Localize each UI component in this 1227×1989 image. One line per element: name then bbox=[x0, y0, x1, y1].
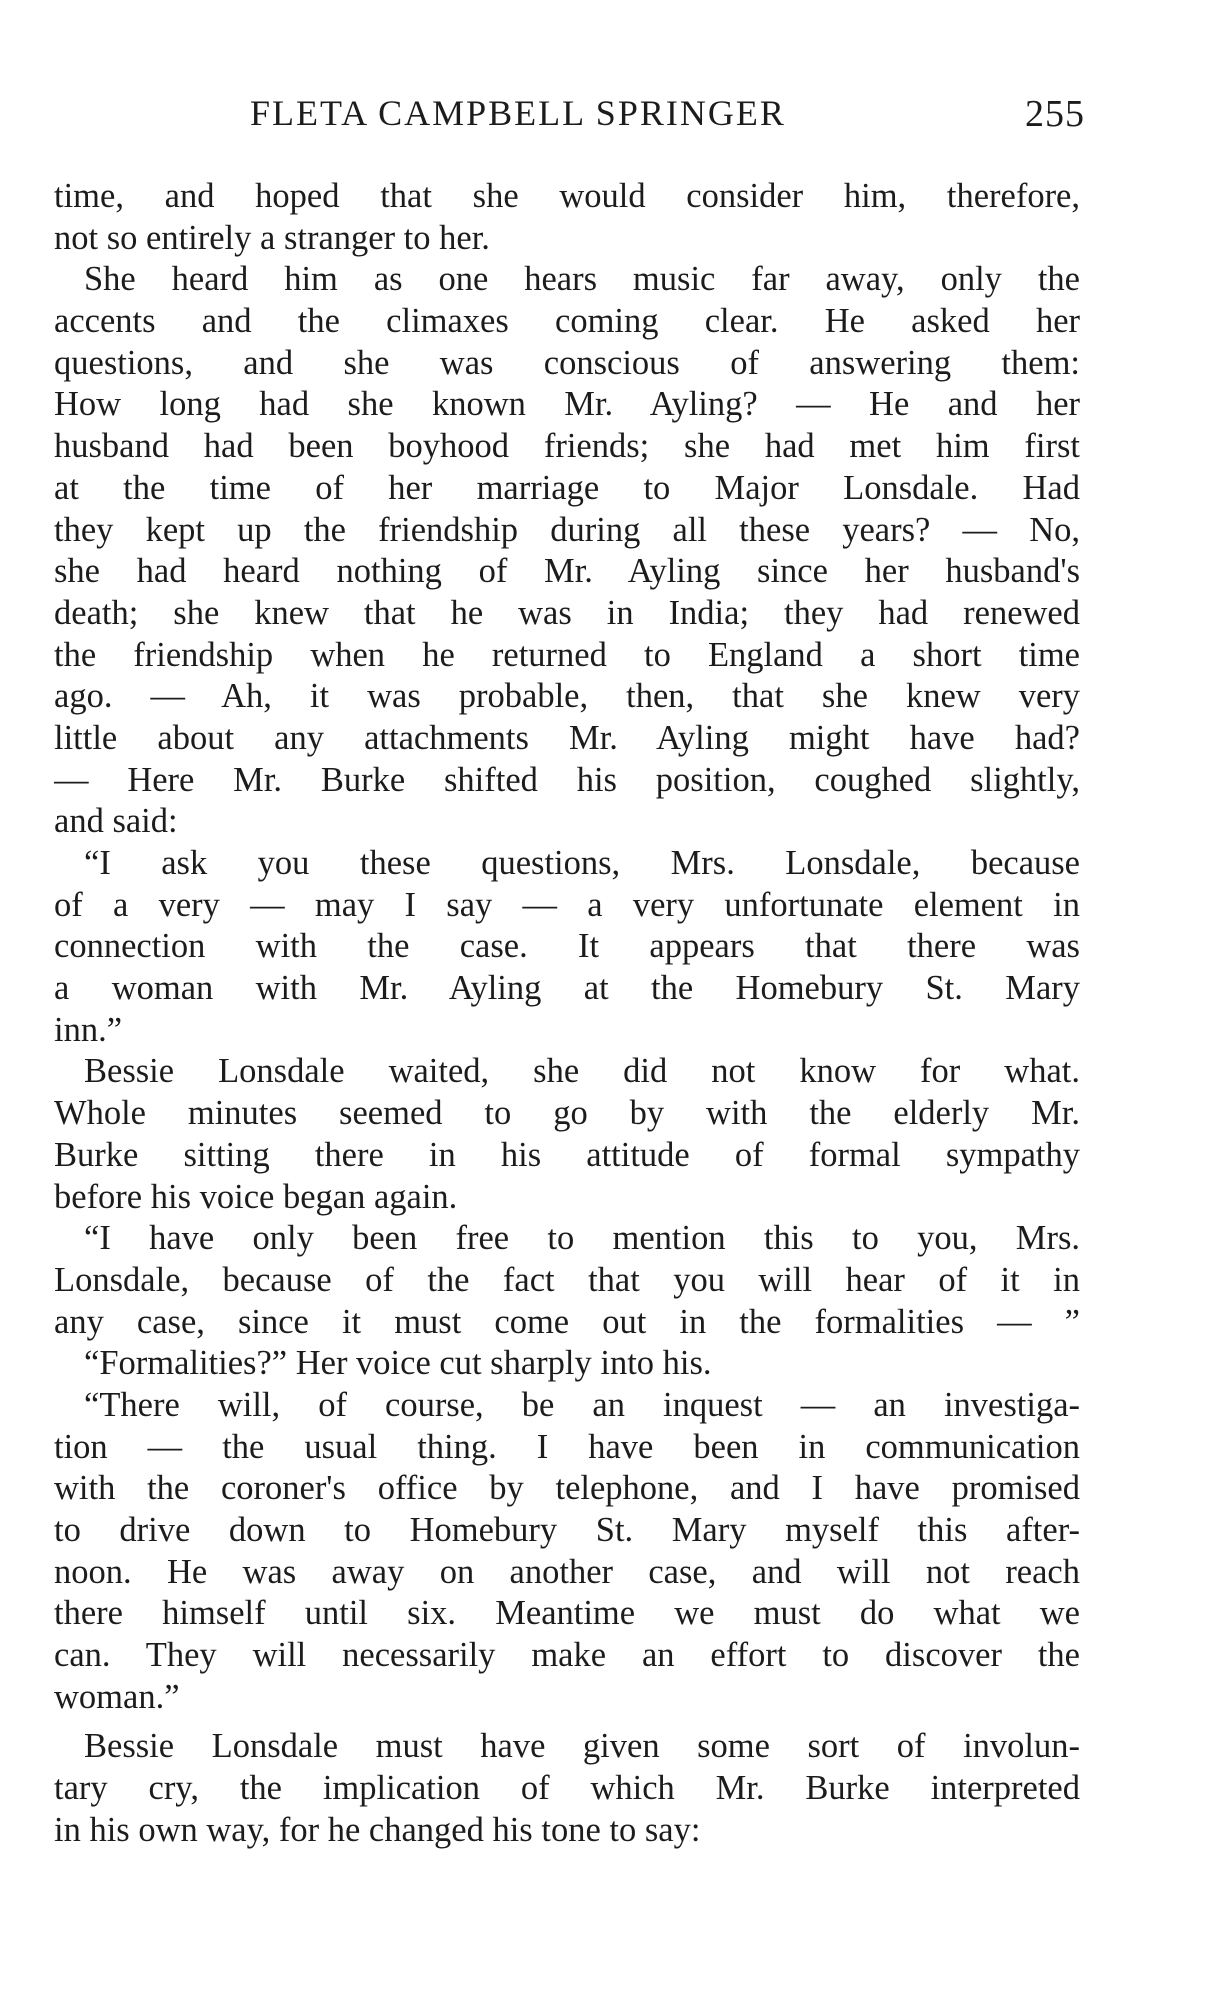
text-line: tary cry, the implication of which Mr. Burke interpreted bbox=[54, 1769, 1080, 1808]
text-line: “There will, of course, be an inquest — an investiga- bbox=[84, 1385, 1080, 1424]
text-line: little about any attachments Mr. Ayling might have had? bbox=[54, 718, 1080, 757]
text-line: to drive down to Homebury St. Mary myself this after- bbox=[54, 1511, 1080, 1549]
body-text bbox=[54, 176, 1080, 1852]
text-line: accents and the climaxes coming clear. He asked her bbox=[54, 302, 1080, 341]
text-line: How long had she known Mr. Ayling? — He and her bbox=[54, 385, 1080, 424]
text-line: not so entirely a stranger to her. bbox=[54, 218, 490, 257]
text-line: time, and hoped that she would consider him, therefore, bbox=[54, 177, 1080, 215]
text-line: can. They will necessarily make an effort to discover the bbox=[54, 1636, 1080, 1675]
text-line: and said: bbox=[54, 802, 178, 841]
text-line: there himself until six. Meantime we must do what we bbox=[54, 1594, 1080, 1633]
text-line: Bessie Lonsdale must have given some sort of involun- bbox=[84, 1727, 1080, 1766]
text-line: Burke sitting there in his attitude of formal sympathy bbox=[54, 1135, 1080, 1174]
text-line: she had heard nothing of Mr. Ayling since her husband's bbox=[54, 552, 1080, 591]
text-line: ago. — Ah, it was probable, then, that she knew very bbox=[54, 677, 1080, 716]
text-line: Lonsdale, because of the fact that you will hear of it in bbox=[54, 1260, 1080, 1299]
text-line: woman.” bbox=[54, 1677, 180, 1716]
paragraph-gap bbox=[54, 1718, 1080, 1726]
text-line: Whole minutes seemed to go by with the elderly Mr. bbox=[54, 1094, 1080, 1133]
text-line: the friendship when he returned to England a short time bbox=[54, 635, 1080, 674]
text-line: “I ask you these questions, Mrs. Lonsdale, because bbox=[84, 844, 1080, 882]
text-line: “I have only been free to mention this to you, Mrs. bbox=[84, 1219, 1080, 1258]
text-line: in his own way, for he changed his tone to say: bbox=[54, 1810, 701, 1849]
text-line: noon. He was away on another case, and will not reach bbox=[54, 1552, 1080, 1591]
text-line: Bessie Lonsdale waited, she did not know for what. bbox=[84, 1052, 1080, 1091]
text-line: a woman with Mr. Ayling at the Homebury St. Mary bbox=[54, 969, 1080, 1008]
text-line: “Formalities?” Her voice cut sharply into his. bbox=[84, 1344, 712, 1383]
text-line: before his voice began again. bbox=[54, 1177, 458, 1216]
text-line: tion — the usual thing. I have been in communication bbox=[54, 1427, 1080, 1466]
text-line: husband had been boyhood friends; she had met him first bbox=[54, 427, 1080, 466]
text-line: — Here Mr. Burke shifted his position, coughed slightly, bbox=[54, 760, 1080, 799]
text-line: of a very — may I say — a very unfortunate element in bbox=[54, 885, 1080, 924]
running-head bbox=[250, 92, 1085, 144]
page-number: 255 bbox=[1025, 93, 1085, 135]
text-line: death; she knew that he was in India; they had renewed bbox=[54, 593, 1080, 632]
text-line: they kept up the friendship during all these years? — No, bbox=[54, 510, 1080, 549]
text-line: with the coroner's office by telephone, and I have promised bbox=[54, 1469, 1080, 1508]
text-line: any case, since it must come out in the formalities — ” bbox=[54, 1302, 1080, 1341]
text-line: She heard him as one hears music far away, only the bbox=[84, 260, 1080, 299]
text-line: inn.” bbox=[54, 1010, 123, 1049]
text-line: connection with the case. It appears that there was bbox=[54, 927, 1080, 966]
text-line: questions, and she was conscious of answering them: bbox=[54, 343, 1080, 382]
running-title: FLETA CAMPBELL SPRINGER bbox=[250, 93, 786, 133]
text-line: at the time of her marriage to Major Lonsdale. Had bbox=[54, 468, 1080, 507]
